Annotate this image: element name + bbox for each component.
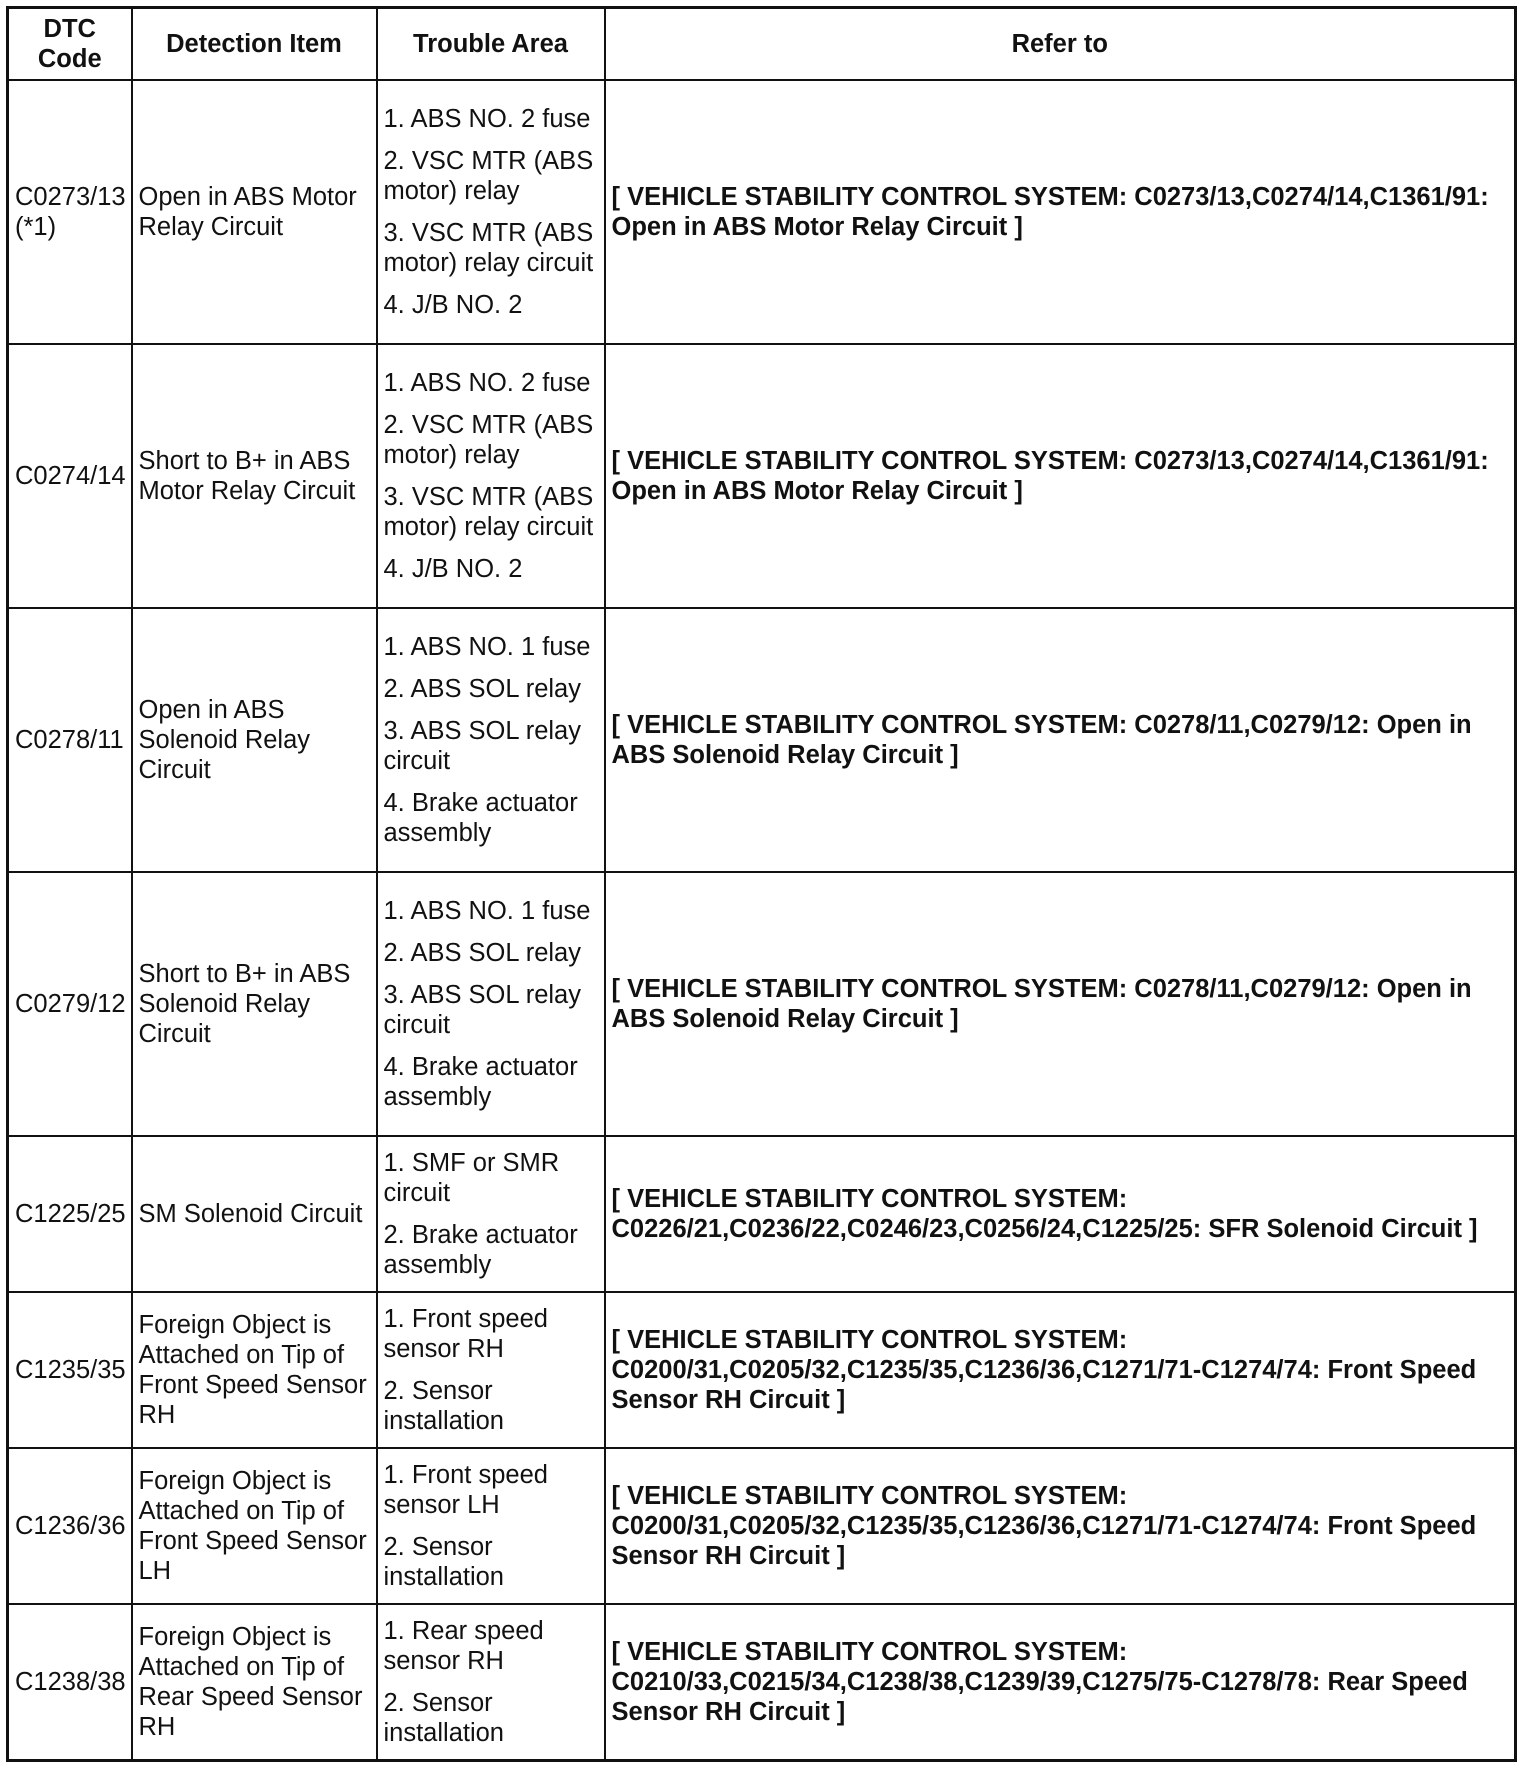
table-row bbox=[8, 1136, 1516, 1292]
trouble-area-line: 2. Sensor installation bbox=[383, 1377, 504, 1435]
trouble-area-cell bbox=[377, 608, 605, 872]
table-row bbox=[8, 344, 1516, 608]
header-row bbox=[8, 8, 1516, 81]
trouble-area-line: 1. SMF or SMR circuit bbox=[383, 1149, 560, 1207]
trouble-area-line: 3. ABS SOL relay circuit bbox=[383, 717, 581, 775]
trouble-area-line: 3. VSC MTR (ABS motor) relay circuit bbox=[383, 483, 594, 541]
trouble-area-cell bbox=[377, 1292, 605, 1448]
detection-item-cell: Foreign Object is Attached on Tip of Front Speed Sensor RH bbox=[132, 1292, 377, 1448]
refer-to-link[interactable]: [ VEHICLE STABILITY CONTROL SYSTEM: C0226/21,C0236/22,C0246/23,C0256/24,C1225/25: SFR Solenoid Circuit ] bbox=[605, 1136, 1516, 1292]
trouble-area-line: 2. Brake actuator assembly bbox=[383, 1221, 578, 1279]
refer-to-link[interactable]: [ VEHICLE STABILITY CONTROL SYSTEM: C0273/13,C0274/14,C1361/91: Open in ABS Motor Relay Circuit ] bbox=[605, 80, 1516, 344]
dtc-code-cell: C0278/11 bbox=[8, 608, 132, 872]
trouble-area-line: 1. ABS NO. 2 fuse bbox=[383, 369, 591, 397]
refer-to-link[interactable]: [ VEHICLE STABILITY CONTROL SYSTEM: C0200/31,C0205/32,C1235/35,C1236/36,C1271/71-C1274/74: Front Speed Sensor RH Circuit ] bbox=[605, 1448, 1516, 1604]
trouble-area-line: 1. Front speed sensor RH bbox=[383, 1305, 548, 1363]
trouble-area-line: 1. ABS NO. 2 fuse bbox=[383, 105, 591, 133]
refer-to-link[interactable]: [ VEHICLE STABILITY CONTROL SYSTEM: C0200/31,C0205/32,C1235/35,C1236/36,C1271/71-C1274/74: Front Speed Sensor RH Circuit ] bbox=[605, 1292, 1516, 1448]
trouble-area-cell bbox=[377, 1448, 605, 1604]
detection-item-cell: Short to B+ in ABS Motor Relay Circuit bbox=[132, 344, 377, 608]
trouble-area-cell bbox=[377, 872, 605, 1136]
table-row bbox=[8, 872, 1516, 1136]
dtc-code-cell: C1236/36 bbox=[8, 1448, 132, 1604]
detection-item-cell: Open in ABS Solenoid Relay Circuit bbox=[132, 608, 377, 872]
trouble-area-cell bbox=[377, 1136, 605, 1292]
trouble-area-line: 4. Brake actuator assembly bbox=[383, 1053, 578, 1111]
trouble-area-line: 2. Sensor installation bbox=[383, 1533, 504, 1591]
detection-item-cell: Foreign Object is Attached on Tip of Front Speed Sensor LH bbox=[132, 1448, 377, 1604]
trouble-area-cell bbox=[377, 80, 605, 344]
dtc-code-cell: C0274/14 bbox=[8, 344, 132, 608]
refer-to-link[interactable]: [ VEHICLE STABILITY CONTROL SYSTEM: C0210/33,C0215/34,C1238/38,C1239/39,C1275/75-C1278/78: Rear Speed Sensor RH Circuit ] bbox=[605, 1604, 1516, 1761]
trouble-area-line: 1. ABS NO. 1 fuse bbox=[383, 897, 591, 925]
trouble-area-line: 2. VSC MTR (ABS motor) relay bbox=[383, 411, 594, 469]
dtc-code-cell: C1238/38 bbox=[8, 1604, 132, 1761]
trouble-area-line: 1. Rear speed sensor RH bbox=[383, 1617, 544, 1675]
trouble-area-line: 4. J/B NO. 2 bbox=[383, 291, 523, 319]
detection-item-cell: SM Solenoid Circuit bbox=[132, 1136, 377, 1292]
trouble-area-line: 3. ABS SOL relay circuit bbox=[383, 981, 581, 1039]
table-row bbox=[8, 1292, 1516, 1448]
table-row bbox=[8, 80, 1516, 344]
trouble-area-line: 2. VSC MTR (ABS motor) relay bbox=[383, 147, 594, 205]
header-trouble-area: Trouble Area bbox=[377, 8, 605, 81]
detection-item-cell: Short to B+ in ABS Solenoid Relay Circuit bbox=[132, 872, 377, 1136]
trouble-area-line: 4. J/B NO. 2 bbox=[383, 555, 523, 583]
page bbox=[6, 6, 1517, 1762]
detection-item-cell: Open in ABS Motor Relay Circuit bbox=[132, 80, 377, 344]
header-refer-to: Refer to bbox=[605, 8, 1516, 81]
header-detection-item: Detection Item bbox=[132, 8, 377, 81]
trouble-area-cell bbox=[377, 344, 605, 608]
dtc-code-cell: C0279/12 bbox=[8, 872, 132, 1136]
trouble-area-line: 2. Sensor installation bbox=[383, 1689, 504, 1747]
trouble-area-line: 2. ABS SOL relay bbox=[383, 939, 581, 967]
trouble-area-line: 1. ABS NO. 1 fuse bbox=[383, 633, 591, 661]
trouble-area-line: 2. ABS SOL relay bbox=[383, 675, 581, 703]
dtc-code-cell: C1225/25 bbox=[8, 1136, 132, 1292]
dtc-code-cell: C0273/13 (*1) bbox=[8, 80, 132, 344]
table-row bbox=[8, 608, 1516, 872]
dtc-code-cell: C1235/35 bbox=[8, 1292, 132, 1448]
table-row bbox=[8, 1604, 1516, 1761]
refer-to-link[interactable]: [ VEHICLE STABILITY CONTROL SYSTEM: C0278/11,C0279/12: Open in ABS Solenoid Relay Circuit ] bbox=[605, 872, 1516, 1136]
trouble-area-line: 4. Brake actuator assembly bbox=[383, 789, 578, 847]
table-row bbox=[8, 1448, 1516, 1604]
refer-to-link[interactable]: [ VEHICLE STABILITY CONTROL SYSTEM: C0278/11,C0279/12: Open in ABS Solenoid Relay Circuit ] bbox=[605, 608, 1516, 872]
detection-item-cell: Foreign Object is Attached on Tip of Rear Speed Sensor RH bbox=[132, 1604, 377, 1761]
trouble-area-cell bbox=[377, 1604, 605, 1761]
trouble-area-line: 3. VSC MTR (ABS motor) relay circuit bbox=[383, 219, 594, 277]
header-dtc-code: DTC Code bbox=[8, 8, 132, 81]
dtc-table bbox=[6, 6, 1517, 1762]
refer-to-link[interactable]: [ VEHICLE STABILITY CONTROL SYSTEM: C0273/13,C0274/14,C1361/91: Open in ABS Motor Relay Circuit ] bbox=[605, 344, 1516, 608]
trouble-area-line: 1. Front speed sensor LH bbox=[383, 1461, 548, 1519]
